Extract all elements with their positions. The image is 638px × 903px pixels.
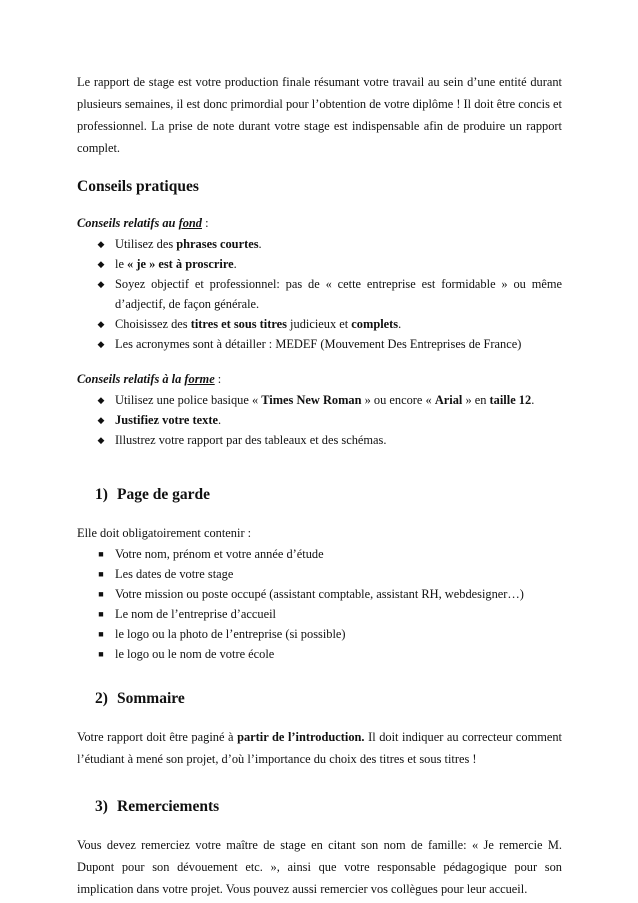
item-bold: Times New Roman xyxy=(261,393,362,407)
diamond-bullet-icon: ◆ xyxy=(97,239,105,249)
list-item xyxy=(96,584,562,604)
list-item xyxy=(96,234,562,254)
item-text: le logo ou le nom de votre école xyxy=(115,647,275,661)
section-title: Page de garde xyxy=(117,486,210,503)
section-title: Remerciements xyxy=(117,798,220,815)
list-item xyxy=(96,430,562,450)
sommaire-text-c: Il doit indiquer au correcteur comment l’étudiant à mené son projet, d’où l’importance du choix des titres et sous titres ! xyxy=(77,730,562,766)
fond-list xyxy=(77,234,562,354)
forme-label-a: Conseils relatifs à la xyxy=(77,372,185,386)
conseils-heading: Conseils pratiques xyxy=(77,178,199,195)
fond-label-b: fond xyxy=(178,216,202,230)
item-bold: phrases courtes xyxy=(176,237,259,251)
square-bullet-icon: ■ xyxy=(98,589,104,599)
section-number: 2) xyxy=(95,690,108,707)
item-text: Utilisez des xyxy=(115,237,177,251)
garde-list xyxy=(77,544,562,664)
list-item xyxy=(96,334,562,354)
item-bold: Arial xyxy=(434,393,463,407)
item-bold: complets xyxy=(351,317,399,331)
item-text: . xyxy=(233,257,237,271)
item-text: Votre mission ou poste occupé (assistant comptable, assistant RH, webdesigner…) xyxy=(115,587,524,601)
diamond-bullet-icon: ◆ xyxy=(97,415,105,425)
square-bullet-icon: ■ xyxy=(98,649,104,659)
list-item xyxy=(96,564,562,584)
item-bold: « je » est à proscrire xyxy=(127,257,234,271)
item-bold: titres et sous titres xyxy=(190,317,287,331)
forme-label-b: forme xyxy=(184,372,215,386)
square-bullet-icon: ■ xyxy=(98,629,104,639)
diamond-bullet-icon: ◆ xyxy=(97,279,105,289)
list-item xyxy=(96,390,562,410)
item-text: judicieux et xyxy=(286,317,352,331)
item-text: . xyxy=(398,317,402,331)
square-bullet-icon: ■ xyxy=(98,569,104,579)
item-text: le logo ou la photo de l’entreprise (si possible) xyxy=(115,627,346,641)
item-text: Soyez objectif et professionnel: pas de « cette entreprise est formidable » ou même d’adjectif, de façon générale. xyxy=(115,277,562,311)
item-text: . xyxy=(531,393,535,407)
item-bold: Justifiez votre texte xyxy=(115,413,218,427)
item-text: » en xyxy=(462,393,490,407)
intro-paragraph: Le rapport de stage est votre production finale résumant votre travail au sein d’une entité durant plusieurs semaines, il est donc primordial pour l’obtention de votre diplôme ! Il doit être concis et professionnel. La prise de note durant votre stage est indispensable afin de produire un rapport complet. xyxy=(77,75,562,155)
sommaire-text-b: partir de l’introduction. xyxy=(237,730,365,744)
diamond-bullet-icon: ◆ xyxy=(97,435,105,445)
page-de-garde-heading xyxy=(77,484,562,506)
fond-colon: : xyxy=(201,216,209,230)
list-item xyxy=(96,410,562,430)
section-number: 1) xyxy=(95,486,108,503)
item-text: Illustrez votre rapport par des tableaux et des schémas. xyxy=(115,433,387,447)
square-bullet-icon: ■ xyxy=(98,609,104,619)
square-bullet-icon: ■ xyxy=(98,549,104,559)
diamond-bullet-icon: ◆ xyxy=(97,339,105,349)
diamond-bullet-icon: ◆ xyxy=(97,395,105,405)
section-title: Sommaire xyxy=(117,690,185,707)
garde-lead: Elle doit obligatoirement contenir : xyxy=(77,526,252,540)
list-item xyxy=(96,254,562,274)
list-item xyxy=(96,644,562,664)
list-item xyxy=(96,314,562,334)
item-text: Votre nom, prénom et votre année d’étude xyxy=(115,547,324,561)
list-item xyxy=(96,604,562,624)
remerciements-paragraph: Vous devez remerciez votre maître de stage en citant son nom de famille: « Je remercie M. Dupont pour son dévouement etc. », ainsi que votre responsable pédagogique pour son implication dans votre projet. Vous pouvez aussi remercier vos collègues pour leur accueil. xyxy=(77,838,562,896)
diamond-bullet-icon: ◆ xyxy=(97,259,105,269)
item-bold: taille 12 xyxy=(489,393,532,407)
forme-subheading xyxy=(77,368,562,390)
list-item xyxy=(96,544,562,564)
item-text: le xyxy=(115,257,128,271)
sommaire-paragraph xyxy=(77,726,562,770)
section-number: 3) xyxy=(95,798,108,815)
list-item xyxy=(96,624,562,644)
remerciements-heading xyxy=(77,796,562,818)
item-text: Choisissez des xyxy=(115,317,191,331)
list-item xyxy=(96,274,562,314)
item-text: » ou encore « xyxy=(361,393,435,407)
item-text: Les acronymes sont à détailler : MEDEF (Mouvement Des Entreprises de France) xyxy=(115,337,522,351)
sommaire-heading xyxy=(77,688,562,710)
diamond-bullet-icon: ◆ xyxy=(97,319,105,329)
item-text: Utilisez une police basique « xyxy=(115,393,262,407)
item-text: Le nom de l’entreprise d’accueil xyxy=(115,607,276,621)
sommaire-text-a: Votre rapport doit être paginé à xyxy=(77,730,238,744)
item-text: Les dates de votre stage xyxy=(115,567,234,581)
forme-colon: : xyxy=(214,372,222,386)
item-text: . xyxy=(258,237,262,251)
fond-label-a: Conseils relatifs au xyxy=(77,216,179,230)
forme-list xyxy=(77,390,562,450)
item-text: . xyxy=(217,413,222,427)
fond-subheading xyxy=(77,212,562,234)
